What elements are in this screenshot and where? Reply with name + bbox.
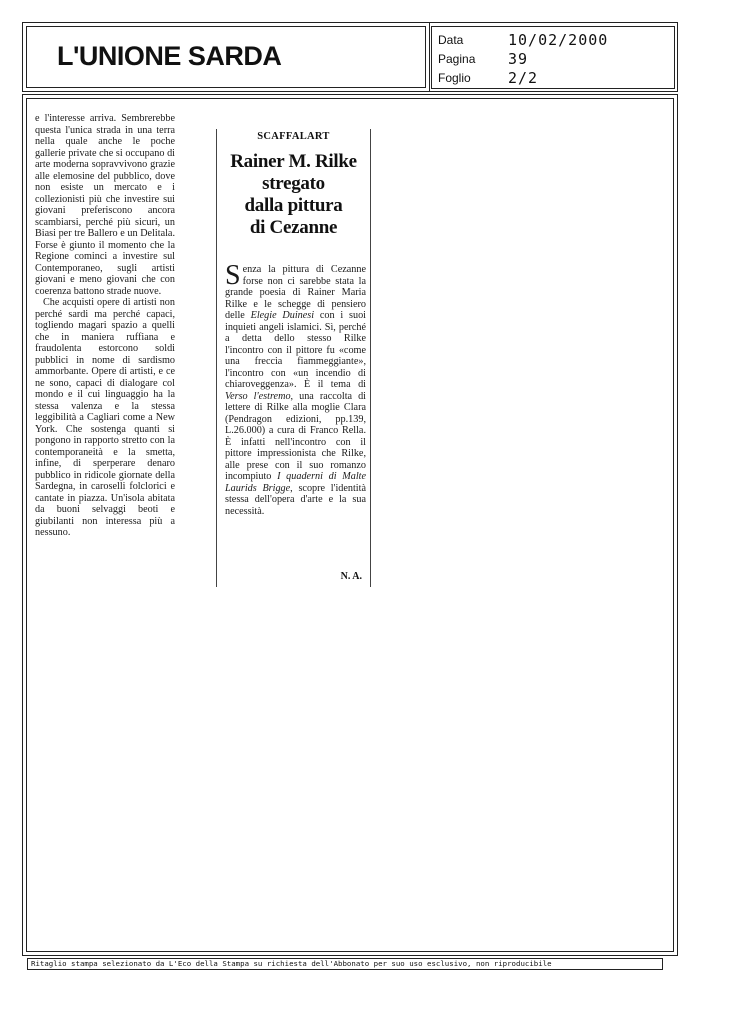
article-body-part-3: , una raccolta di lettere di Rilke alla moglie Clara (Pendragon edizioni, pp.139, L.26.000) a cura di Franco Rella. È infatti nell'incontro con il pittore impressionista che Rilke, alle prese con il suo romanzo incompiuto [225,390,366,482]
data-value: 10/02/2000 [508,31,609,49]
foglio-value: 2/2 [508,69,539,87]
clipping-body [22,94,678,956]
pagina-value: 39 [508,50,529,68]
article-dropcap: S [225,260,241,291]
clipping-header [22,22,678,92]
headline-line-4: di Cezanne [249,217,338,238]
foglio-label: Foglio [438,71,471,85]
article-body-part-2: con i suoi inquieti angeli islamici. Sì, perché a detta dello stesso Rilke l'incontro con il pittore fu «come una freccia fiammeggiante», l'incontro con «un incendio di chiaroveggenza». È il tema di [225,310,366,390]
clipping-footer: Ritaglio stampa selezionato da L'Eco della Stampa su richiesta dell'Abbonato per suo uso esclusivo, non riproducibile [27,958,663,970]
article-body-part-4: , scopre l'identità stessa dell'opera d'arte e la sua necessità. [225,482,366,517]
headline-line-1: Rainer M. Rilke [230,151,357,172]
article-body-part-1: enza la pittura di Cezanne forse non ci sarebbe stata la grande poesia di Rainer Maria Rilke e le schegge di pensiero delle [225,264,366,321]
headline-line-3: dalla pittura [244,195,343,216]
left-paragraph-2: Che acquisti opere di artisti non perché sardi ma perché capaci, togliendo magari spazio a quelli che in maniera ruffiana e fraudolenta estorcono soldi pubblici in nome di sardismo ammorbante. Opere di artisti, e ce ne sono, capaci di dialogare col mondo e il cui linguaggio ha la stessa valenza e la stessa leggibilità a Cagliari come a New York. Che sostenga quanti si pongono in rapporto stretto con la contemporaneità e la smetta, infine, di sperperare denaro pubblico in ridicole giornate della Sardegna, in caroselli folclorici e cantate in piazza. Un'isola abitata da buoni selvaggi beoti e giubilanti non interessa più a nessuno. [35,297,175,538]
newspaper-masthead: L'UNIONE SARDA [57,41,282,71]
clipping-meta-panel [431,26,675,89]
clipping-body-frame [26,98,674,952]
headline-line-2: stregato [262,173,325,194]
title-verso-estremo: Verso l'estremo [225,390,291,402]
data-label: Data [438,33,464,47]
masthead-panel [23,23,430,91]
title-elegie-duinesi: Elegie Duinesi [250,310,315,321]
article-body [225,260,366,517]
pagina-label: Pagina [438,52,476,66]
article-box [216,129,371,587]
article-kicker: SCAFFALART [257,131,330,142]
article-signature: N. A. [340,571,362,582]
left-paragraph-1: e l'interesse arriva. Sembrerebbe questa l'unica strada in una terra nella quale anche le poche gallerie private che si occupano di arte moderna sopravvivono grazie alle elemosine del pubblico, dove non esiste un mercato e i collezionisti più che investire sui giovani preferiscono ancora scambiarsi, perché più sicuri, un Biasi per tre Ballero e un Delitala. Forse è giunto il momento che la Regione cominci a investire sul Contemporaneo, sugli artisti giovani e meno giovani che con coerenza battono strade nuove. [35,113,175,297]
left-column-text [35,113,175,539]
article-headline [217,151,370,239]
title-quaderni-malte: I quaderni di Malte Laurids Brigge [225,471,366,494]
masthead-frame [26,26,426,88]
